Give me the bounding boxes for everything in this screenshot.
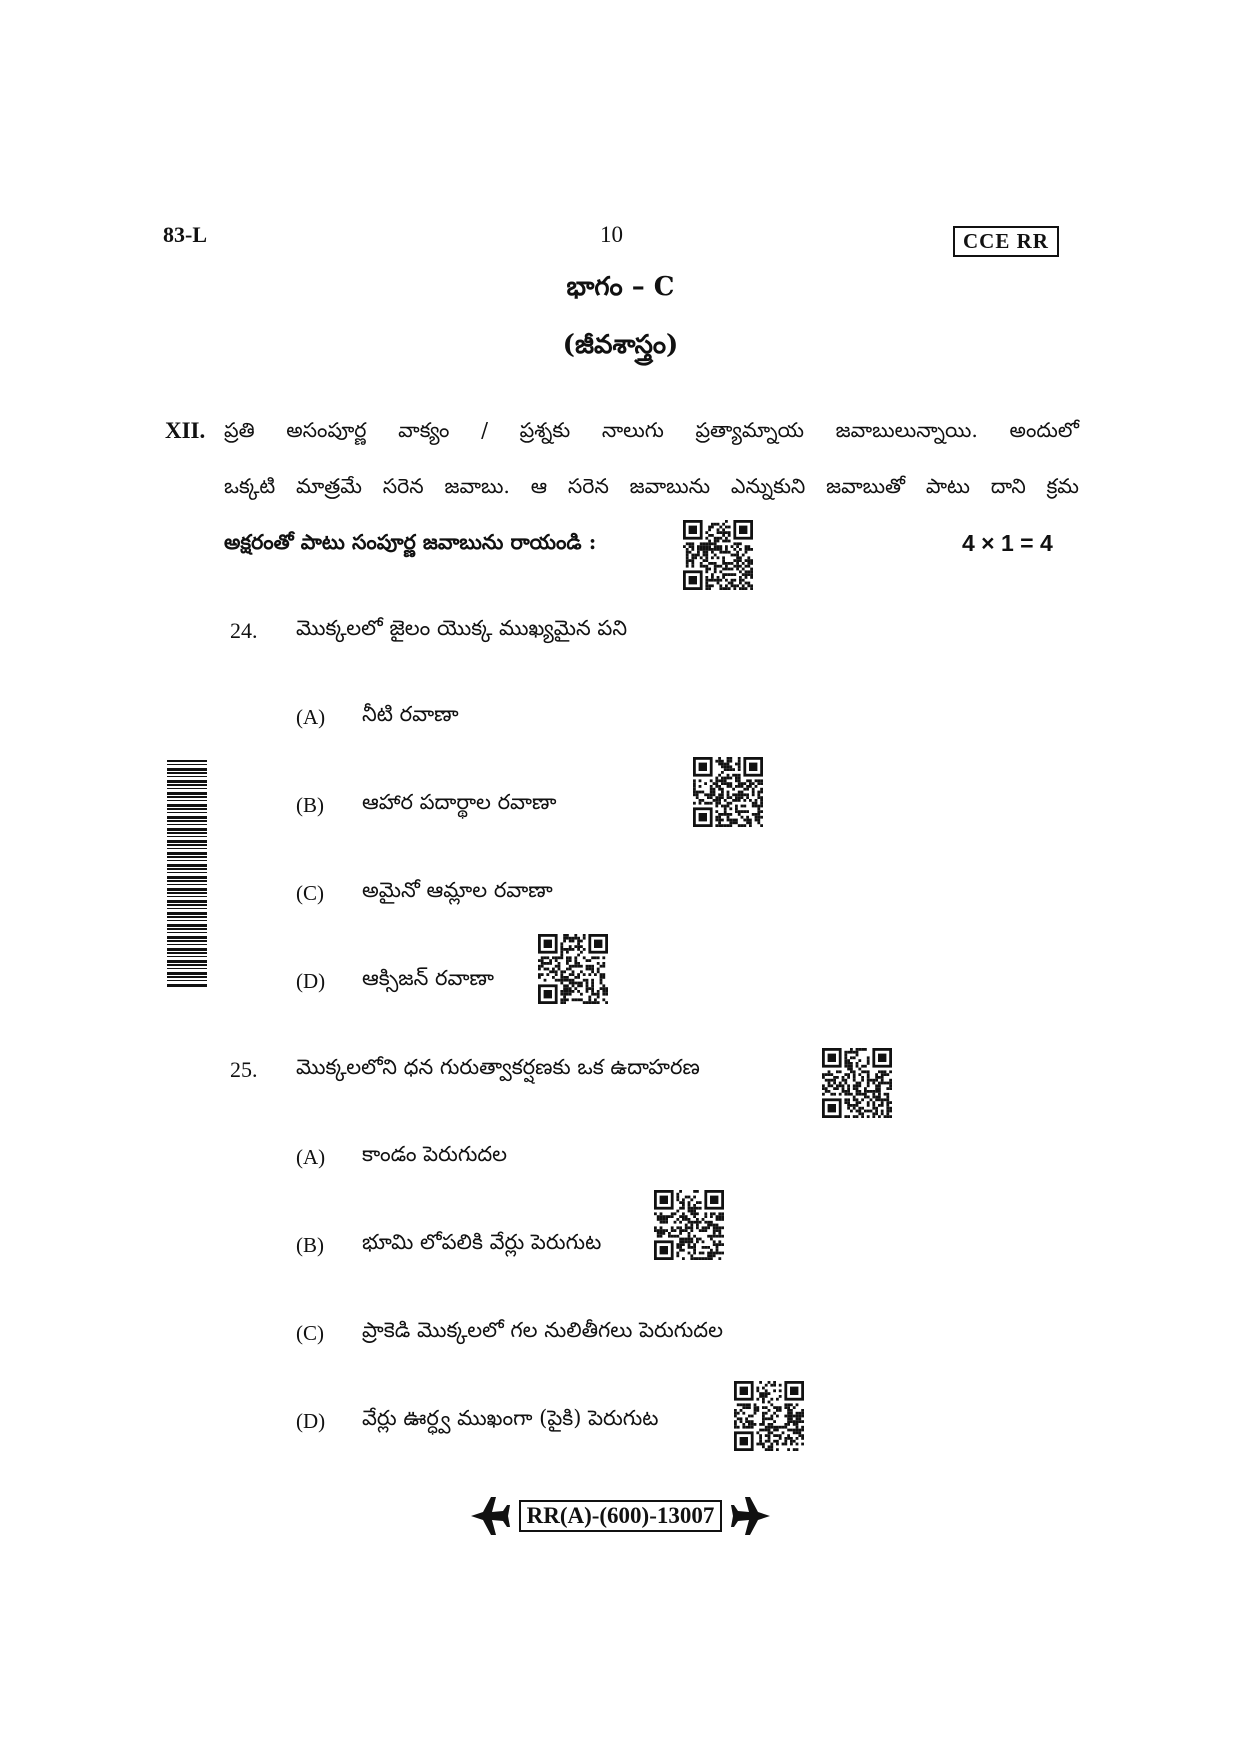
q25-option-b-label: (B) (296, 1233, 324, 1257)
q25-option-c-label: (C) (296, 1321, 324, 1345)
q25-option-d-label: (D) (296, 1409, 326, 1433)
paper-code: 83-L (163, 222, 207, 247)
qr-code (538, 934, 608, 1004)
q24-option-d-text: ఆక్సిజన్ రవాణా (362, 966, 494, 990)
question-25-number: 25. (230, 1057, 258, 1082)
footer (0, 1495, 1241, 1537)
q25-option-a-text: కాండం పెరుగుదల (362, 1142, 508, 1166)
q24-option-b-label: (B) (296, 793, 324, 817)
qr-code (693, 757, 763, 827)
q24-option-b-text: ఆహార పదార్థాల రవాణా (362, 790, 557, 814)
instruction-line-1: ప్రతి అసంపూర్ణ వాక్యం / ప్రశ్నకు నాలుగు ప్రత్యామ్నాయ జవాబులున్నాయి. అందులో (224, 418, 1079, 442)
footer-code: RR(A)-(600)-13007 (519, 1500, 723, 1532)
series-box: CCE RR (953, 226, 1059, 257)
question-24-text: మొక్కలలో జైలం యొక్క ముఖ్యమైన పని (296, 616, 628, 640)
subject-title: (జీవశాస్త్రం) (562, 330, 679, 360)
qr-code (683, 520, 753, 590)
question-25-text: మొక్కలలోని ధన గురుత్వాకర్షణకు ఒక ఉదాహరణ (296, 1055, 700, 1079)
q24-option-a-label: (A) (296, 705, 326, 729)
barcode-strip (167, 760, 207, 988)
q25-option-c-text: ప్రాకెడి మొక్కలలో గల నులితీగలు పెరుగుదల (362, 1318, 723, 1342)
q25-option-b-text: భూమి లోపలికి వేర్లు పెరుగుట (362, 1230, 602, 1254)
airplane-left-icon (469, 1495, 511, 1537)
q24-option-d-label: (D) (296, 969, 326, 993)
q24-option-a-text: నీటి రవాణా (362, 702, 459, 726)
q25-option-a-label: (A) (296, 1145, 326, 1169)
airplane-right-icon (730, 1495, 772, 1537)
page-number: 10 (600, 222, 623, 247)
question-24-number: 24. (230, 618, 258, 643)
q25-option-d-text: వేర్లు ఊర్ధ్వ ముఖంగా (పైకి) పెరుగుట (362, 1406, 659, 1430)
marks-scheme: 4 × 1 = 4 (962, 530, 1053, 556)
q24-option-c-text: అమైనో ఆమ్లాల రవాణా (362, 878, 553, 902)
q24-option-c-label: (C) (296, 881, 324, 905)
qr-code (654, 1190, 724, 1260)
instruction-line-2: ఒక్కటి మాత్రమే సరెన జవాబు. ఆ సరెన జవాబును ఎన్నుకుని జవాబుతో పాటు దాని క్రమ (224, 474, 1079, 498)
qr-code (734, 1381, 804, 1451)
section-label: XII. (165, 418, 206, 443)
part-title: భాగం – C (566, 272, 675, 302)
qr-code (822, 1048, 892, 1118)
instruction-line-3: అక్షరంతో పాటు సంపూర్ణ జవాబును రాయండి : (224, 530, 597, 554)
